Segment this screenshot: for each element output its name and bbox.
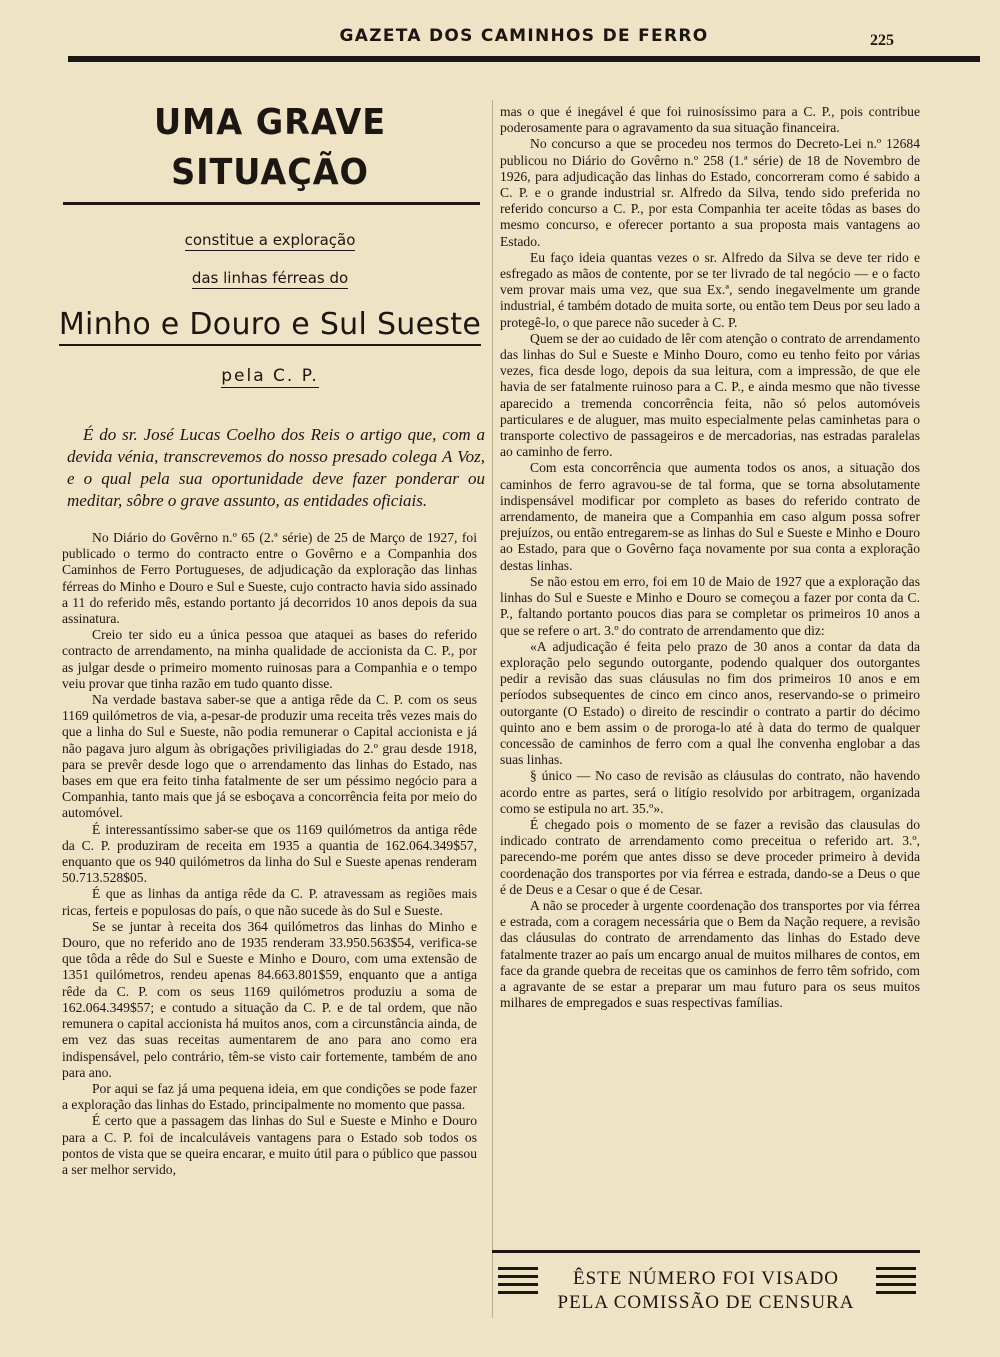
column-divider: [492, 100, 493, 1318]
body-paragraph: mas o que é inegável é que foi ruinosíssimo para a C. P., pois contribue poderosamente para o agravamento da sua situação financeira.: [500, 104, 920, 136]
left-column-body: [55, 530, 485, 1178]
body-paragraph: É que as linhas da antiga rêde da C. P. atravessam as regiões mais ricas, ferteis e populosas do país, o que não sucede às do Sul e Sueste.: [62, 886, 477, 918]
censor-lines-left-decoration: [498, 1267, 538, 1307]
body-paragraph: § único — No caso de revisão as cláusulas do contrato, não havendo acordo entre as partes, será o litígio resolvido por arbitragem, organizada como se estipula no art. 35.º».: [500, 768, 920, 816]
body-paragraph: É chegado pois o momento de se fazer a revisão das clausulas do indicado contrato de arrendamento como preceitua o referido art. 3.º, parecendo-me porém que antes disso se deve proceder primeiro à devida coordenação dos transportes por via férrea e estrada, dando-se a Deus o que é de Deus e a Cesar o que é de Cesar.: [500, 816, 920, 897]
body-paragraph: Se não estou em erro, foi em 10 de Maio de 1927 que a exploração das linhas do Sul e Sueste e Minho e Douro se começou a fazer por conta da C. P., faltando portanto poucos dias para se completar os primeiros 10 anos a que se refere o art. 3.º do contrato de arrendamento que diz:: [500, 573, 920, 638]
body-paragraph: Com esta concorrência que aumenta todos os anos, a situação dos caminhos de ferro agravou-se de tal forma, que se torna absolutamente indispensável modificar por completo as bases do referido contrato de arrendamento, de maneira que a Companhia em caso algum possa sofrer prejuízos, ou então entregarem-se as linhas do Sul e Sueste e Minho e Douro ao Estado, para que o Govêrno faça novamente por sua conta a exploração destas linhas.: [500, 460, 920, 573]
subheading-1-text: constitue a exploração: [184, 231, 356, 249]
body-paragraph: Creio ter sido eu a única pessoa que ataquei as bases do referido contracto de arrendamento, na minha qualidade de accionista da C. P., por as julgar desde o primeiro momento ruinosas para a Companhia e o tempo veiu provar que tinha razão em tudo quanto disse.: [62, 627, 477, 691]
body-paragraph: É interessantíssimo saber-se que os 1169 quilómetros da antiga rêde da C. P. produziram de receita em 1935 a quantia de 162.064.349$57, enquanto que os 940 quilómetros da linha do Sul e Sueste apenas renderam 50.713.528$05.: [62, 821, 477, 886]
censor-line-1: ÊSTE NÚMERO FOI VISADO: [572, 1268, 840, 1289]
subheading-3: [55, 366, 485, 386]
censor-line-2: PELA COMISSÃO DE CENSURA: [557, 1292, 855, 1313]
journal-name: GAZETA DOS CAMINHOS DE FERRO: [339, 26, 709, 46]
subheading-3-text: pela C. P.: [221, 366, 319, 386]
subheading-2-text: das linhas férreas do: [191, 269, 349, 287]
body-paragraph: No concurso a que se procedeu nos termos do Decreto-Lei n.º 12684 publicou no Diário do Govêrno n.º 258 (1.ª série) de 18 de Novembro de 1926, para adjudicação das linhas do Estado, concorreram como é sabido a C. P. e o grande industrial sr. Alfredo da Silva, tendo sido preferida no referido concurso a C. P., por esta Companhia ter aceite tôdas as bases do mesmo concurso, e oferecer portanto a sua proposta mais vantagens ao Estado.: [500, 136, 920, 249]
body-paragraph: Na verdade bastava saber-se que a antiga rêde da C. P. com os seus 1169 quilómetros de via, a-pesar-de produzir uma receita três vezes mais do que a linha do Sul e Sueste, não podia remunerar o Capital accionista e já não pagava juro algum às obrigações priviligiadas do 2.º grau desde 1918, para se prevêr desde logo que o arrendamento das linhas do Estado, nas bases em que era feito tinha fatalmente de ser um péssimo negócio para a Companhia, tanto mais que já se esboçava a concorrência feita por meio do automóvel.: [62, 692, 477, 821]
headline-rule: [63, 202, 480, 205]
right-column: [500, 104, 920, 1011]
article-title-text: Minho e Douro e Sul Sueste: [59, 307, 481, 346]
left-column: [55, 98, 485, 1178]
body-paragraph: A não se proceder à urgente coordenação dos transportes por via férrea e estrada, com a coragem necessária que o Bem da Nação requere, a revisão das cláusulas do contrato de arrendamento das linhas do Estado deve fatalmente trazer ao país um encargo anual de muitos milhares de contos, em face da grande quebra de receitas que os caminhos de ferro têm sofrido, com a agravante de se estar a preparar um mau futuro para os seus muitos milhares de empregados e suas respectivas famílias.: [500, 897, 920, 1011]
body-paragraph: No Diário do Govêrno n.º 65 (2.ª série) de 25 de Março de 1927, foi publicado o termo do contracto entre o Govêrno e a Companhia dos Caminhos de Ferro Portugueses, de adjudicação da exploração das linhas férreas do Minho e Douro e Sul e Sueste, cujo contracto havia sido assinado a 11 do referido mês, estando portanto já decorridos 10 anos depois da sua assinatura.: [62, 530, 477, 627]
body-paragraph: «A adjudicação é feita pelo prazo de 30 anos a contar da data da exploração pelo segundo outorgante, podendo qualquer dos outorgantes pedir a revisão das suas cláusulas no fim dos primeiros 10 anos e em períodos subsequentes de cinco em cinco anos, reservando-se o primeiro outorgante (O Estado) o direito de rescindir o contrato a partir do décimo quinto ano e bem assim o de proroga-lo até à data do termo de qualquer concessão de caminhos de ferro com a qual lhe convenha englobar a das suas linhas.: [500, 638, 920, 768]
page-number: 225: [870, 32, 894, 49]
subheading-2: [55, 269, 485, 287]
intro-paragraph: É do sr. José Lucas Coelho dos Reis o artigo que, com a devida vénia, transcrevemos do nosso presado colega A Voz, e o qual pela sua oportunidade deve fazer ponderar ou meditar, sôbre o grave assunto, as entidades oficiais.: [67, 425, 485, 510]
article-headline: UMA GRAVE SITUAÇÃO: [153, 102, 387, 193]
running-header: [68, 24, 980, 64]
body-paragraph: Por aqui se faz já uma pequena ideia, em que condições se pode fazer a exploração das linhas do Estado, principalmente no momento que passa.: [62, 1080, 477, 1113]
subheading-1: [55, 231, 485, 249]
article-title: [55, 307, 485, 342]
right-column-body: [500, 104, 920, 1011]
body-paragraph: É certo que a passagem das linhas do Sul e Sueste e Minho e Douro para a C. P. foi de incalculáveis vantagens para o Estado sob todos os pontos de vista que se queira encarar, e muito útil para o público que passou a ser melhor servido,: [62, 1113, 477, 1177]
censorship-notice: [492, 1250, 920, 1323]
body-paragraph: Se se juntar à receita dos 364 quilómetros das linhas do Minho e Douro, que no referido ano de 1935 renderam 33.950.563$54, verifica-se que tôda a rêde do Sul e Sueste e Minho e Douro, com uma extensão de 1351 quilómetros, rendeu apenas 84.663.801$59, enquanto que a antiga rêde da C. P. com os seus 1169 quilómetros produziu a soma de 162.064.349$57; e contudo a situação da C. P. e de tal ordem, que não remunera o capital accionista há muitos anos, com a circunstância ainda, de em vez das suas receitas aumentarem de ano para ano como era indispensável, pelo contrário, têm-se visto cair fortemente, também de ano para ano.: [62, 918, 477, 1080]
header-rule: [68, 56, 980, 62]
censor-text: [542, 1267, 870, 1315]
censor-lines-right-decoration: [876, 1267, 916, 1307]
body-paragraph: Quem se der ao cuidado de lêr com atenção o contrato de arrendamento das linhas do Sul e Sueste e Minho Douro, como eu tenho feito por várias vezes, fica desde logo, depois da sua leitura, com a impressão, de que ele havia de ser fatalmente ruinoso para a C. P., e ainda mesmo que não tivesse aparecido a tremenda concorrência feita, não só pelos automóveis particulares e de aluguer, mas muito especialmente pelas caminhetas para o transporte colectivo de passageiros e de mercadorias, nas estradas paralelas ao caminho de ferro.: [500, 330, 920, 460]
body-paragraph: Eu faço ideia quantas vezes o sr. Alfredo da Silva se deve ter rido e esfregado as mãos de contente, por se ter livrado de tal negócio — e o facto vem provar mais uma vez, que sua Ex.ª, sendo inegavelmente um grande industrial, é também dotado de muita sorte, ou então tem Deus por seu lado a protegê-lo, o que parece não suceder à C. P.: [500, 249, 920, 330]
